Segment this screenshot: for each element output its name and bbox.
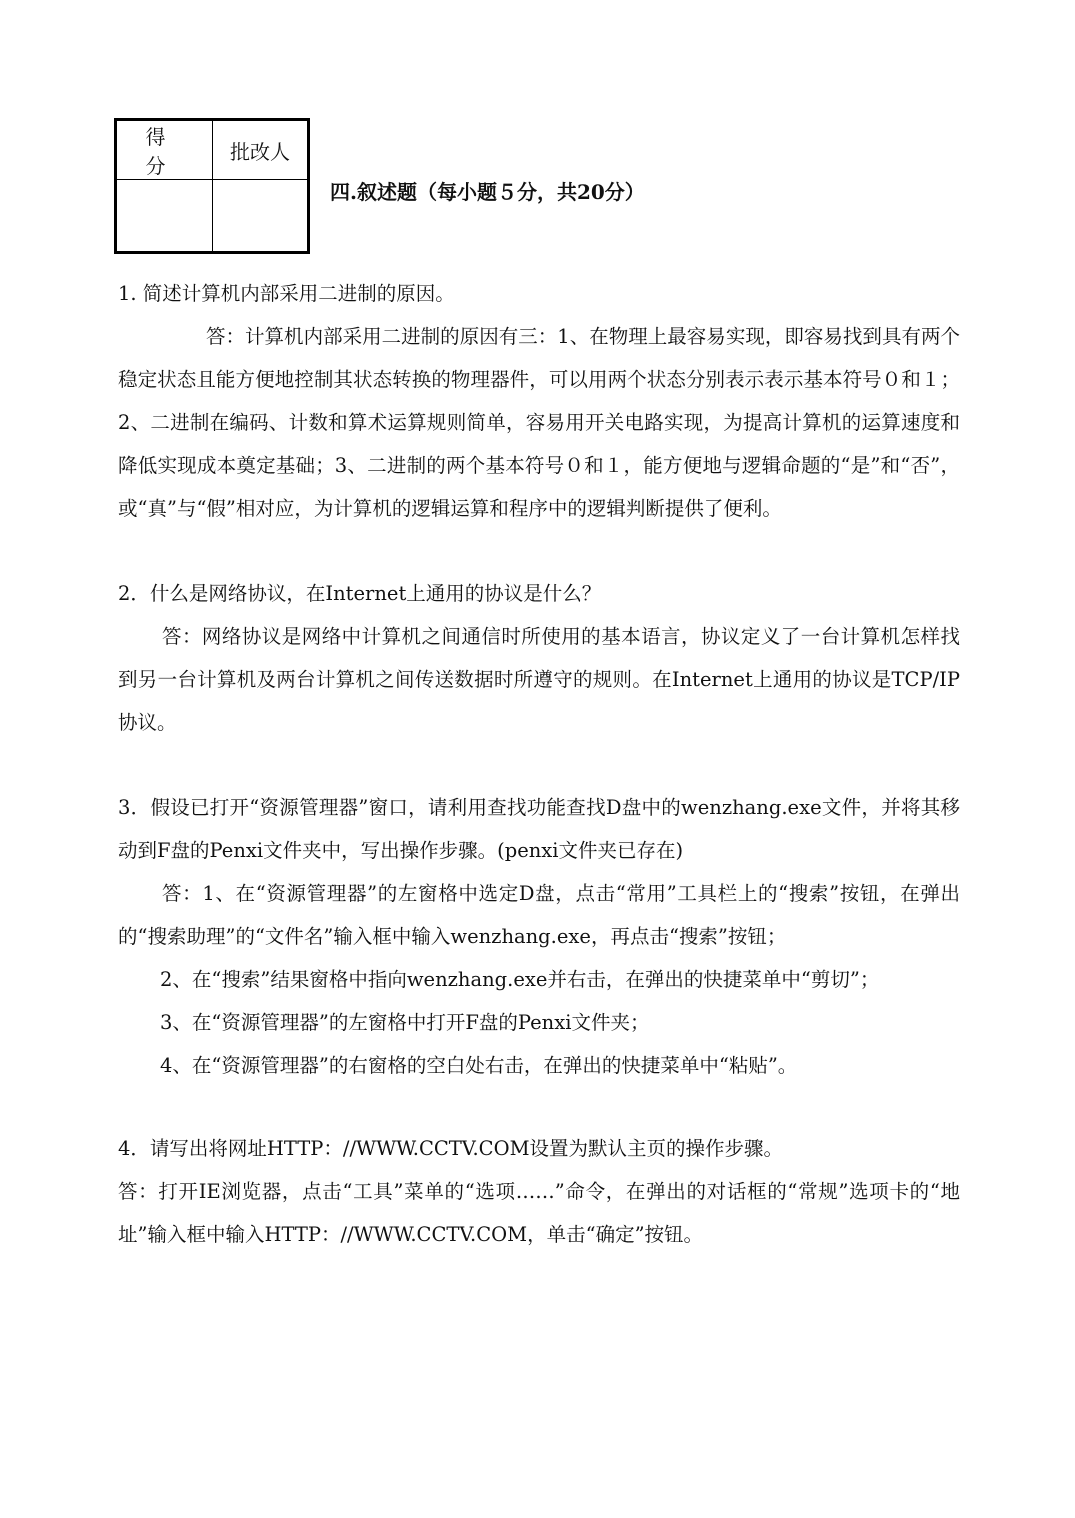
question-4: 4．请写出将网址HTTP：//WWW.CCTV.COM设置为默认主页的操作步骤。 [118, 1137, 784, 1160]
question-2: 2．什么是网络协议，在Internet上通用的协议是什么？ [118, 582, 602, 605]
question-3: 3．假设已打开“资源管理器”窗口，请利用查找功能查找D盘中的wenzhang.exe文件，并将其移动到F盘的Penxi文件夹中，写出操作步骤。(penxi文件夹已存在) [118, 796, 960, 862]
answer-3-step-1: 答：1、在“资源管理器”的左窗格中选定D盘，点击“常用”工具栏上的“搜索”按钮，在弹出的“搜索助理”的“文件名”输入框中输入wenzhang.exe，再点击“搜索”按钮； [118, 882, 960, 948]
answer-2: 答：网络协议是网络中计算机之间通信时所使用的基本语言，协议定义了一台计算机怎样找到另一台计算机及两台计算机之间传送数据时所遵守的规则。在Internet上通用的协议是TCP/IP协议。 [118, 625, 960, 734]
score-label: 得 分 [116, 120, 213, 180]
answer-3-step-4: 4、在“资源管理器”的右窗格的空白处右击，在弹出的快捷菜单中“粘贴”。 [160, 1054, 798, 1077]
question-1: 1. 简述计算机内部采用二进制的原因。 [118, 282, 455, 305]
answer-4: 答：打开IE浏览器，点击“工具”菜单的“选项……”命令，在弹出的对话框的“常规”选项卡的“地址”输入框中输入HTTP：//WWW.CCTV.COM，单击“确定”按钮。 [118, 1180, 960, 1246]
answer-1: 答：计算机内部采用二进制的原因有三：1、在物理上最容易实现，即容易找到具有两个稳定状态且能方便地控制其状态转换的物理器件，可以用两个状态分别表示表示基本符号０和１；2、二进制在编码、计数和算术运算规则简单，容易用开关电路实现，为提高计算机的运算速度和降低实现成本奠定基础；3、二进制的两个基本符号０和１，能方便地与逻辑命题的“是”和“否”，或“真”与“假”相对应，为计算机的逻辑运算和程序中的逻辑判断提供了便利。 [118, 325, 960, 520]
score-cell [116, 180, 213, 253]
answer-3-step-3: 3、在“资源管理器”的左窗格中打开F盘的Penxi文件夹； [160, 1011, 650, 1034]
section-title: 四.叙述题（每小题５分，共20分） [330, 180, 645, 204]
grader-label: 批改人 [213, 120, 309, 180]
grader-cell [213, 180, 309, 253]
document-body [118, 272, 960, 1256]
score-table [114, 118, 310, 254]
answer-3-step-2: 2、在“搜索”结果窗格中指向wenzhang.exe并右击，在弹出的快捷菜单中“剪切”； [160, 968, 880, 991]
